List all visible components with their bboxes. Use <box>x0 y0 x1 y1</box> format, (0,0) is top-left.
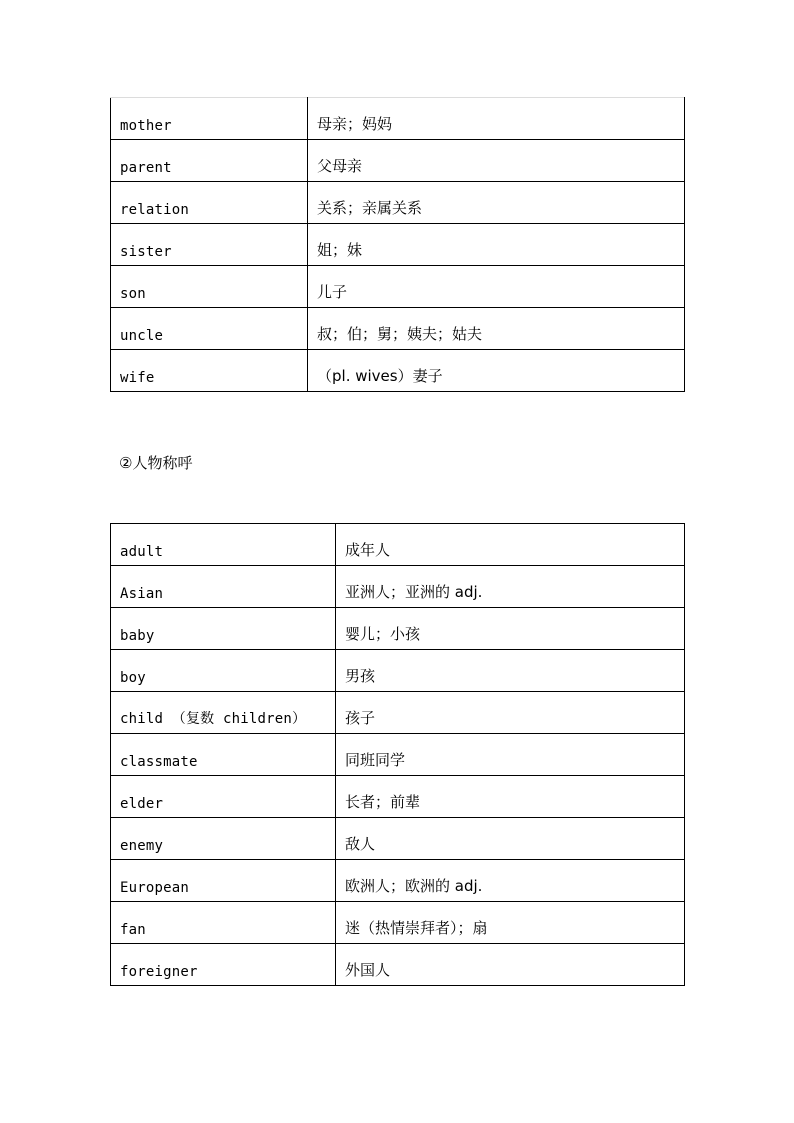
english-word: sister <box>111 224 308 266</box>
table-row <box>111 860 685 902</box>
english-word: uncle <box>111 308 308 350</box>
chinese-meaning: 外国人 <box>336 944 685 986</box>
chinese-meaning: 儿子 <box>308 266 685 308</box>
table-row <box>111 776 685 818</box>
english-word: elder <box>111 776 336 818</box>
chinese-meaning: 同班同学 <box>336 734 685 776</box>
english-word: European <box>111 860 336 902</box>
table-row <box>111 98 685 140</box>
table-row <box>111 182 685 224</box>
table-row <box>111 692 685 734</box>
section-heading: ②人物称呼 <box>119 454 193 472</box>
english-word: enemy <box>111 818 336 860</box>
table-row <box>111 566 685 608</box>
english-word: baby <box>111 608 336 650</box>
people-vocab-table <box>110 523 685 986</box>
chinese-meaning: 婴儿；小孩 <box>336 608 685 650</box>
chinese-meaning: 成年人 <box>336 524 685 566</box>
english-word: child （复数 children） <box>111 692 336 734</box>
table-row <box>111 224 685 266</box>
chinese-meaning: 叔；伯；舅；姨夫；姑夫 <box>308 308 685 350</box>
english-word: adult <box>111 524 336 566</box>
english-word: parent <box>111 140 308 182</box>
chinese-meaning: 父母亲 <box>308 140 685 182</box>
family-vocab-body <box>111 98 685 392</box>
table-row <box>111 350 685 392</box>
table-row <box>111 524 685 566</box>
english-word: mother <box>111 98 308 140</box>
family-vocab-table <box>110 97 685 392</box>
english-word: son <box>111 266 308 308</box>
chinese-meaning: 欧洲人；欧洲的 adj. <box>336 860 685 902</box>
chinese-meaning: 母亲；妈妈 <box>308 98 685 140</box>
table-row <box>111 734 685 776</box>
chinese-meaning: （pl. wives）妻子 <box>308 350 685 392</box>
chinese-meaning: 敌人 <box>336 818 685 860</box>
chinese-meaning: 关系；亲属关系 <box>308 182 685 224</box>
table-row <box>111 818 685 860</box>
table-row <box>111 944 685 986</box>
table-row <box>111 266 685 308</box>
table-row <box>111 650 685 692</box>
english-word: relation <box>111 182 308 224</box>
chinese-meaning: 孩子 <box>336 692 685 734</box>
english-word: Asian <box>111 566 336 608</box>
english-word: wife <box>111 350 308 392</box>
table-row <box>111 608 685 650</box>
english-word: fan <box>111 902 336 944</box>
table-row <box>111 140 685 182</box>
english-word: boy <box>111 650 336 692</box>
table-row <box>111 902 685 944</box>
chinese-meaning: 迷（热情崇拜者）；扇 <box>336 902 685 944</box>
table-row <box>111 308 685 350</box>
people-vocab-body <box>111 524 685 986</box>
english-word: classmate <box>111 734 336 776</box>
english-word: foreigner <box>111 944 336 986</box>
chinese-meaning: 亚洲人；亚洲的 adj. <box>336 566 685 608</box>
chinese-meaning: 姐；妹 <box>308 224 685 266</box>
chinese-meaning: 男孩 <box>336 650 685 692</box>
chinese-meaning: 长者；前辈 <box>336 776 685 818</box>
